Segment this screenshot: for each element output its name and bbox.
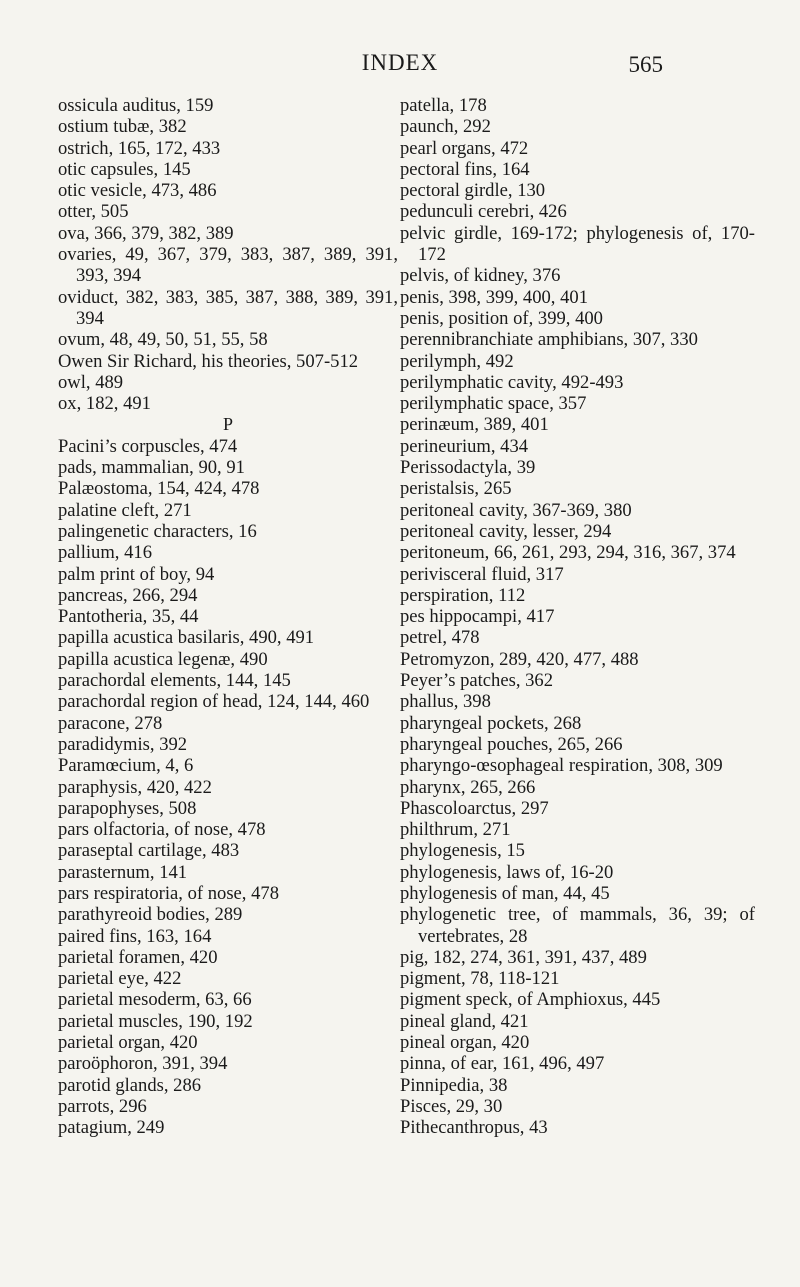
- index-entry: Pacini’s corpuscles, 474: [58, 435, 238, 457]
- index-entry: pearl organs, 472: [400, 137, 529, 159]
- index-entry: pineal organ, 420: [400, 1032, 530, 1054]
- index-entry: parachordal region of head, 124, 144, 460: [58, 691, 370, 713]
- index-entry: pars olfactoria, of nose, 478: [58, 819, 266, 841]
- index-entry: pigment, 78, 118-121: [400, 968, 560, 990]
- index-entry: pars respiratoria, of nose, 478: [58, 882, 279, 904]
- index-entry: owl, 489: [58, 371, 124, 393]
- index-entry: parathyreoid bodies, 289: [58, 904, 243, 926]
- index-entry: parietal organ, 420: [58, 1032, 198, 1054]
- page-number: 565: [628, 52, 663, 77]
- index-entry: Pisces, 29, 30: [400, 1095, 503, 1117]
- index-entry: papilla acustica basilaris, 490, 491: [58, 627, 315, 649]
- index-entry: paroöphoron, 391, 394: [58, 1053, 228, 1075]
- index-entry: pads, mammalian, 90, 91: [58, 457, 245, 479]
- page-title: INDEX: [361, 50, 439, 75]
- index-entry: phallus, 398: [400, 691, 491, 713]
- index-entry: peritoneal cavity, 367-369, 380: [400, 499, 632, 521]
- index-entry: Peyer’s patches, 362: [400, 670, 554, 692]
- index-entry: Perissodactyla, 39: [400, 457, 536, 479]
- index-entry: penis, position of, 399, 400: [400, 307, 603, 329]
- index-entry: perineurium, 434: [400, 435, 529, 457]
- index-entry: parachordal elements, 144, 145: [58, 670, 291, 692]
- index-entry: parietal foramen, 420: [58, 946, 218, 968]
- index-entry: Paramœcium, 4, 6: [58, 755, 194, 777]
- index-entry: pallium, 416: [58, 542, 152, 564]
- index-entry: parapophyses, 508: [58, 797, 197, 819]
- index-entry: ovum, 48, 49, 50, 51, 55, 58: [58, 329, 268, 351]
- index-entry: pedunculi cerebri, 426: [400, 201, 567, 223]
- index-column-right: [400, 95, 755, 1139]
- index-entry: pinna, of ear, 161, 496, 497: [400, 1053, 605, 1075]
- index-entry: phylogenesis, 15: [400, 840, 525, 862]
- index-entry: Phascoloarctus, 297: [400, 797, 549, 819]
- index-entry: Owen Sir Richard, his theories, 507-512: [58, 350, 359, 372]
- index-entry: phylogenesis, laws of, 16-20: [400, 861, 614, 883]
- index-entry: otter, 505: [58, 201, 129, 223]
- index-entry: perilymphatic space, 357: [400, 393, 587, 415]
- index-entry: phylogenesis of man, 44, 45: [400, 882, 610, 904]
- index-entry: Pantotheria, 35, 44: [58, 606, 199, 628]
- index-entry: pigment speck, of Amphioxus, 445: [400, 989, 661, 1011]
- index-entry: pharynx, 265, 266: [400, 776, 536, 798]
- index-entry: pig, 182, 274, 361, 391, 437, 489: [400, 946, 647, 968]
- index-entry: philthrum, 271: [400, 819, 511, 841]
- index-entry: Pithecanthropus, 43: [400, 1117, 548, 1139]
- index-entry: ox, 182, 491: [58, 393, 151, 415]
- index-entry: Palæostoma, 154, 424, 478: [58, 478, 260, 500]
- index-entry: parrots, 296: [58, 1095, 147, 1117]
- index-entry: otic capsules, 145: [58, 158, 191, 180]
- index-entry: parietal eye, 422: [58, 968, 182, 990]
- index-entry: perspiration, 112: [400, 584, 526, 606]
- index-entry: ossicula auditus, 159: [58, 95, 214, 116]
- index-entry: parotid glands, 286: [58, 1074, 202, 1096]
- index-entry: palingenetic characters, 16: [58, 520, 257, 542]
- index-entry: ostrich, 165, 172, 433: [58, 137, 221, 159]
- index-entry: perennibranchiate amphibians, 307, 330: [400, 329, 698, 351]
- index-entry: paired fins, 163, 164: [58, 925, 212, 947]
- index-entry: parietal mesoderm, 63, 66: [58, 989, 252, 1011]
- index-entry: paunch, 292: [400, 116, 491, 138]
- index-entry: parasternum, 141: [58, 861, 188, 883]
- index-entry: perilymph, 492: [400, 350, 514, 372]
- index-entry: phylogenetic tree, of mammals, 36, 39; of vertebrates, 28: [400, 904, 755, 947]
- index-entry: pharyngo-œsophageal respiration, 308, 309: [400, 755, 723, 777]
- index-entry: paraseptal cartilage, 483: [58, 840, 240, 862]
- index-entry: pes hippocampi, 417: [400, 606, 555, 628]
- index-entry: patella, 178: [400, 95, 487, 116]
- index-entry: paraphysis, 420, 422: [58, 776, 212, 798]
- index-entry: pectoral girdle, 130: [400, 180, 546, 202]
- index-entry: pelvic girdle, 169-172; phylogenesis of, 170-172: [400, 222, 755, 266]
- index-entry: ostium tubæ, 382: [58, 116, 187, 138]
- section-letter: P: [222, 414, 233, 435]
- index-entry: palm print of boy, 94: [58, 563, 215, 585]
- index-entry: papilla acustica legenæ, 490: [58, 648, 268, 670]
- index-entry: ova, 366, 379, 382, 389: [58, 222, 234, 244]
- index-entry: patagium, 249: [58, 1117, 165, 1139]
- index-entry: pharyngeal pouches, 265, 266: [400, 733, 623, 755]
- index-entry: pancreas, 266, 294: [58, 584, 198, 606]
- index-entry: oviduct, 382, 383, 385, 387, 388, 389, 391, 394: [58, 286, 398, 329]
- index-entry: perinæum, 389, 401: [400, 414, 549, 436]
- index-entry: peristalsis, 265: [400, 478, 512, 500]
- index-entry: pineal gland, 421: [400, 1010, 529, 1032]
- index-entry: Petromyzon, 289, 420, 477, 488: [400, 648, 639, 670]
- index-entry: pelvis, of kidney, 376: [400, 265, 561, 287]
- index-column-left: [58, 95, 398, 1139]
- index-entry: ovaries, 49, 367, 379, 383, 387, 389, 391, 393, 394: [58, 244, 398, 287]
- index-entry: Pinnipedia, 38: [400, 1074, 508, 1096]
- index-entry: perivisceral fluid, 317: [400, 563, 564, 585]
- index-entry: palatine cleft, 271: [58, 499, 192, 521]
- index-entry: petrel, 478: [400, 627, 480, 649]
- index-entry: peritoneum, 66, 261, 293, 294, 316, 367, 374: [400, 542, 736, 564]
- index-entry: parietal muscles, 190, 192: [58, 1010, 253, 1032]
- index-entry: pectoral fins, 164: [400, 158, 530, 180]
- index-entry: penis, 398, 399, 400, 401: [400, 286, 588, 308]
- index-entry: otic vesicle, 473, 486: [58, 180, 217, 202]
- page-header: [0, 50, 800, 90]
- index-entry: paracone, 278: [58, 712, 163, 734]
- index-entry: pharyngeal pockets, 268: [400, 712, 582, 734]
- index-entry: perilymphatic cavity, 492-493: [400, 371, 624, 393]
- index-entry: peritoneal cavity, lesser, 294: [400, 520, 612, 542]
- index-entry: paradidymis, 392: [58, 733, 188, 755]
